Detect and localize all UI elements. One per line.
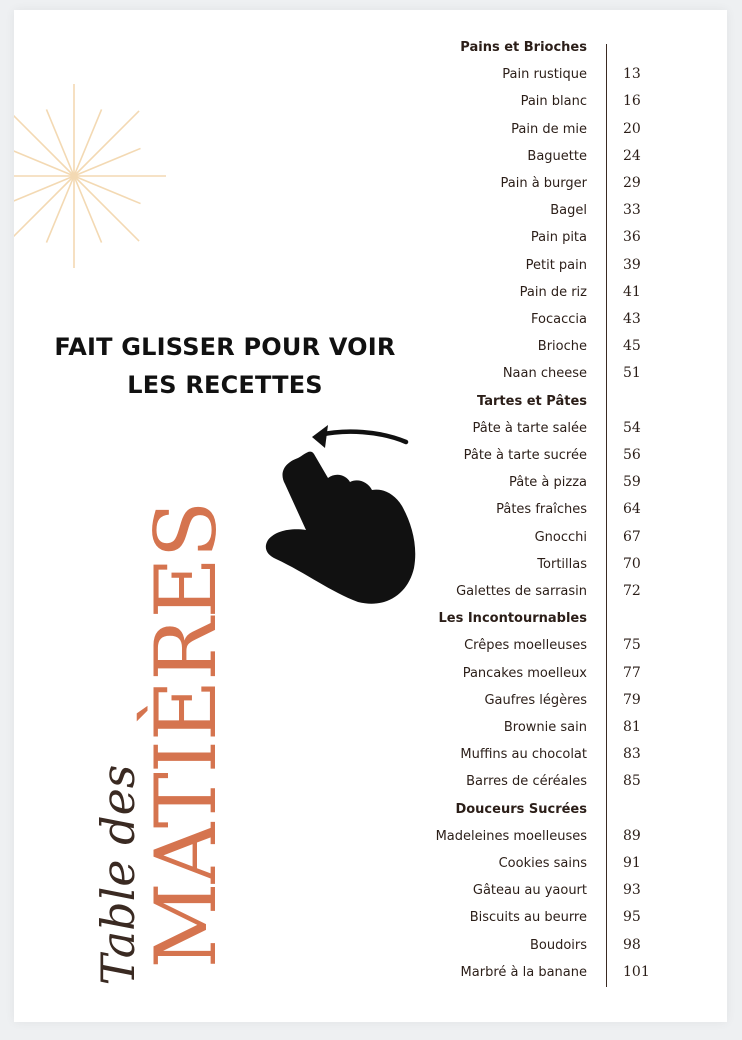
- page-number: 85: [623, 773, 641, 790]
- toc-entry[interactable]: [420, 362, 660, 389]
- recipe-title: Marbré à la banane: [460, 964, 587, 980]
- toc-entry[interactable]: [420, 906, 660, 933]
- toc-entry[interactable]: [420, 226, 660, 253]
- recipe-title: Cookies sains: [498, 856, 587, 871]
- page-number: 93: [623, 882, 641, 899]
- page-number: 36: [623, 229, 641, 246]
- page-number: 33: [623, 202, 641, 219]
- page-number: 24: [623, 147, 641, 164]
- page-number: 56: [623, 447, 641, 463]
- toc-entry[interactable]: [420, 498, 660, 525]
- page-number: 43: [623, 311, 641, 327]
- recipe-title: Pain pita: [530, 230, 587, 246]
- toc-entry[interactable]: [420, 526, 660, 553]
- swipe-instruction: [30, 328, 420, 404]
- recipe-title: Crêpes moelleuses: [464, 638, 587, 654]
- toc-entry[interactable]: [420, 145, 660, 172]
- matieres-heading: MATIÈRES: [137, 501, 235, 969]
- page-number: 101: [623, 963, 650, 980]
- page-number: 59: [623, 474, 641, 491]
- page-number: 20: [623, 120, 641, 137]
- recipe-title: Baguette: [527, 148, 587, 164]
- toc-entry[interactable]: [420, 335, 660, 362]
- toc-entry[interactable]: [420, 634, 660, 661]
- toc-entry[interactable]: [420, 825, 660, 852]
- toc-entry[interactable]: [420, 444, 660, 471]
- recipe-title: Petit pain: [525, 257, 587, 273]
- sunburst-icon: [14, 84, 174, 274]
- toc-section-heading: [420, 798, 660, 825]
- page-number: 75: [623, 637, 641, 654]
- recipe-title: Madeleines moelleuses: [435, 828, 587, 844]
- page-number: 29: [623, 175, 641, 191]
- toc-entry[interactable]: [420, 852, 660, 879]
- toc-entry[interactable]: [420, 716, 660, 743]
- recipe-title: Brioche: [537, 339, 587, 355]
- page-number: 77: [623, 664, 641, 681]
- toc-entry[interactable]: [420, 281, 660, 308]
- section-title: Pains et Brioches: [460, 40, 587, 55]
- recipe-title: Pâte à tarte sucrée: [463, 448, 587, 463]
- section-title: Les Incontournables: [438, 611, 587, 627]
- swipe-instruction-line-1: FAIT GLISSER POUR VOIR: [54, 333, 396, 361]
- toc-entry[interactable]: [420, 689, 660, 716]
- toc-entry[interactable]: [420, 961, 660, 988]
- recipe-title: Pain à burger: [500, 176, 587, 191]
- recipe-title: Pain de riz: [519, 284, 587, 300]
- recipe-title: Pancakes moelleux: [462, 665, 587, 681]
- swipe-hand-icon: [262, 418, 422, 608]
- recipe-title: Biscuits au beurre: [469, 910, 587, 926]
- toc-entry[interactable]: [420, 879, 660, 906]
- toc-entry[interactable]: [420, 471, 660, 498]
- recipe-title: Bagel: [550, 203, 587, 219]
- page-number: 64: [623, 501, 641, 518]
- page-number: 45: [623, 338, 641, 355]
- page-number: 16: [623, 93, 641, 110]
- recipe-title: Pâte à pizza: [508, 475, 587, 491]
- recipe-title: Boudoirs: [529, 937, 587, 953]
- page-number: 54: [623, 419, 641, 436]
- page-number: 79: [623, 691, 641, 708]
- arrow-left-icon: [319, 432, 406, 442]
- toc-section-heading: [420, 36, 660, 63]
- recipe-title: Pâte à tarte salée: [472, 420, 587, 436]
- page-number: 72: [623, 583, 641, 599]
- toc-entry[interactable]: [420, 662, 660, 689]
- page-number: 41: [623, 283, 641, 300]
- recipe-title: Pain rustique: [502, 67, 587, 83]
- recipe-title: Focaccia: [531, 312, 587, 327]
- page-number: 91: [623, 855, 641, 871]
- page-number: 13: [623, 66, 641, 83]
- toc-entry[interactable]: [420, 63, 660, 90]
- toc-entry[interactable]: [420, 770, 660, 797]
- page-number: 81: [623, 719, 641, 735]
- toc-section-heading: [420, 607, 660, 634]
- toc-entry[interactable]: [420, 417, 660, 444]
- page-number: 83: [623, 746, 641, 763]
- toc-section-heading: [420, 390, 660, 417]
- recipe-title: Barres de céréales: [466, 774, 587, 790]
- toc-entry[interactable]: [420, 172, 660, 199]
- page-number: 89: [623, 827, 641, 844]
- page-number: 39: [623, 256, 641, 273]
- recipe-title: Gaufres légères: [484, 692, 587, 708]
- toc-entry[interactable]: [420, 90, 660, 117]
- toc-entry[interactable]: [420, 118, 660, 145]
- recipe-title: Pain blanc: [520, 94, 587, 110]
- recipe-title: Pâtes fraîches: [496, 502, 587, 518]
- page-number: 51: [623, 365, 641, 382]
- toc-entry[interactable]: [420, 743, 660, 770]
- recipe-title: Muffins au chocolat: [460, 747, 587, 763]
- toc-entry[interactable]: [420, 199, 660, 226]
- recipe-title: Pain de mie: [511, 121, 587, 137]
- table-des-script-heading: Table des: [91, 764, 145, 986]
- recipe-title: Brownie sain: [503, 720, 587, 735]
- section-title: Tartes et Pâtes: [477, 393, 587, 409]
- recipe-title: Gnocchi: [534, 529, 587, 545]
- recipe-title: Naan cheese: [502, 366, 587, 382]
- recipe-title: Galettes de sarrasin: [456, 584, 587, 599]
- page-number: 95: [623, 909, 641, 926]
- page-number: 98: [623, 936, 641, 953]
- toc-entry[interactable]: [420, 308, 660, 335]
- recipe-title: Gâteau au yaourt: [472, 883, 587, 899]
- toc-entry[interactable]: [420, 580, 660, 607]
- toc-entry[interactable]: [420, 254, 660, 281]
- swipe-instruction-line-2: LES RECETTES: [127, 371, 323, 399]
- toc-entry[interactable]: [420, 553, 660, 580]
- section-title: Douceurs Sucrées: [455, 801, 587, 817]
- recipe-title: Tortillas: [537, 556, 587, 572]
- page-number: 67: [623, 528, 641, 545]
- page-number: 70: [623, 555, 641, 572]
- toc-entry[interactable]: [420, 934, 660, 961]
